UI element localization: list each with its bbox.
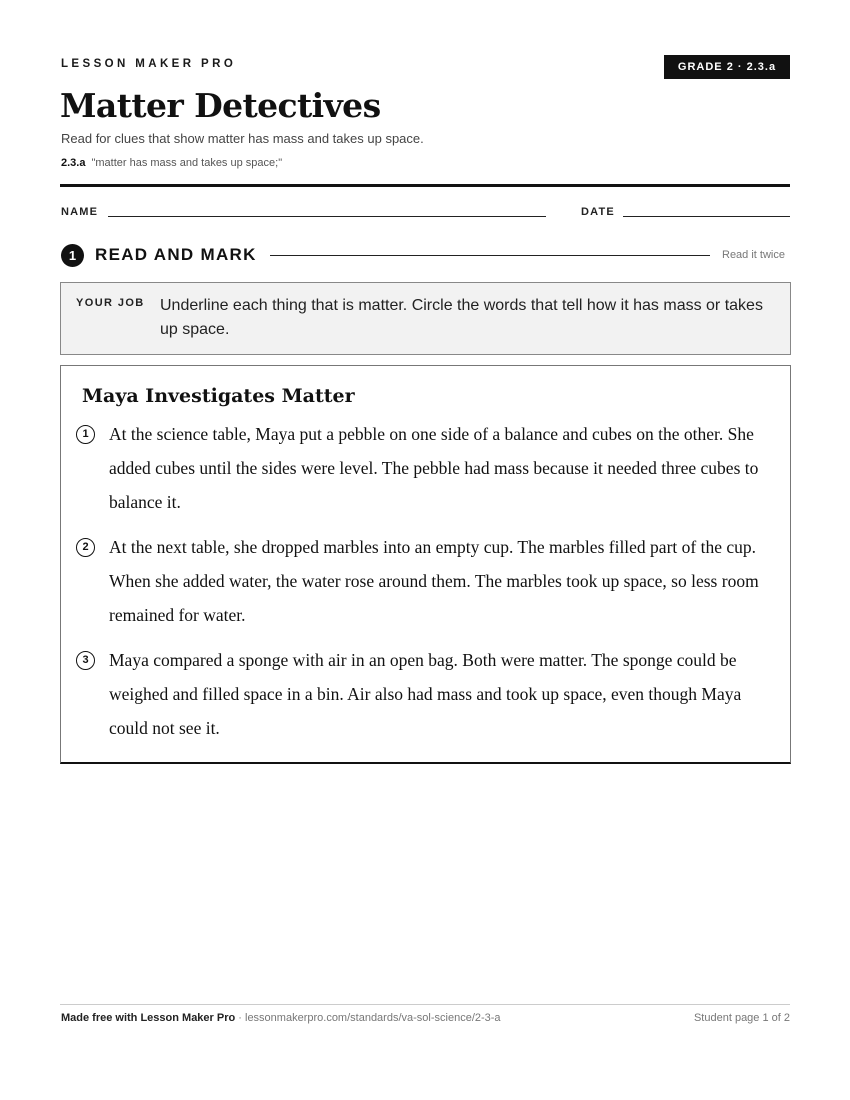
worksheet-subtitle: Read for clues that show matter has mass and takes up space. xyxy=(61,131,424,146)
paragraph-text: Maya compared a sponge with air in an open bag. Both were matter. The sponge could be weighed and filled space in a bin. Air also had mass and took up space, even though Maya could not see it. xyxy=(109,650,742,738)
instructions-text: Underline each thing that is matter. Circle the words that tell how it has mass or takes up space. xyxy=(160,297,763,338)
footer-page-number: Student page 1 of 2 xyxy=(693,1012,790,1024)
footer-separator: · xyxy=(235,1012,245,1024)
footer-credit xyxy=(61,1012,501,1024)
section-number-badge: 1 xyxy=(61,244,84,267)
standard-reference xyxy=(61,157,282,169)
brand-name: LESSON MAKER PRO xyxy=(61,58,237,70)
footer-url[interactable]: lessonmakerpro.com/standards/va-sol-science/2-3-a xyxy=(245,1012,501,1024)
worksheet-title: Matter Detectives xyxy=(60,86,381,125)
footer-made-with: Made free with Lesson Maker Pro xyxy=(61,1012,236,1024)
paragraph-text: At the science table, Maya put a pebble on one side of a balance and cubes on the other. She added cubes until the sides were level. The pebble had mass because it needed three cubes to balance it. xyxy=(109,424,759,512)
date-label: DATE xyxy=(581,206,615,218)
standard-text: "matter has mass and takes up space;" xyxy=(91,157,283,169)
section-note: Read it twice xyxy=(722,249,785,261)
paragraph-number: 3 xyxy=(76,651,95,670)
grade-badge: GRADE 2 · 2.3.a xyxy=(664,55,790,79)
standard-code: 2.3.a xyxy=(61,157,86,169)
section-title: READ AND MARK xyxy=(95,245,257,264)
instructions-box xyxy=(60,282,791,355)
header-divider xyxy=(60,184,790,187)
paragraph-number: 2 xyxy=(76,538,95,557)
instructions-label: YOUR JOB xyxy=(76,297,145,309)
paragraph-number: 1 xyxy=(76,425,95,444)
passage-title: Maya Investigates Matter xyxy=(82,385,355,407)
name-label: NAME xyxy=(61,206,99,218)
reading-passage xyxy=(60,365,791,764)
date-field[interactable] xyxy=(623,216,790,217)
paragraph-text: At the next table, she dropped marbles into an empty cup. The marbles filled part of the cup. When she added water, the water rose around them. The marbles took up space, so less room remained for water. xyxy=(109,537,759,625)
footer-divider xyxy=(60,1004,790,1005)
section-divider xyxy=(270,255,710,256)
name-field[interactable] xyxy=(108,216,546,217)
